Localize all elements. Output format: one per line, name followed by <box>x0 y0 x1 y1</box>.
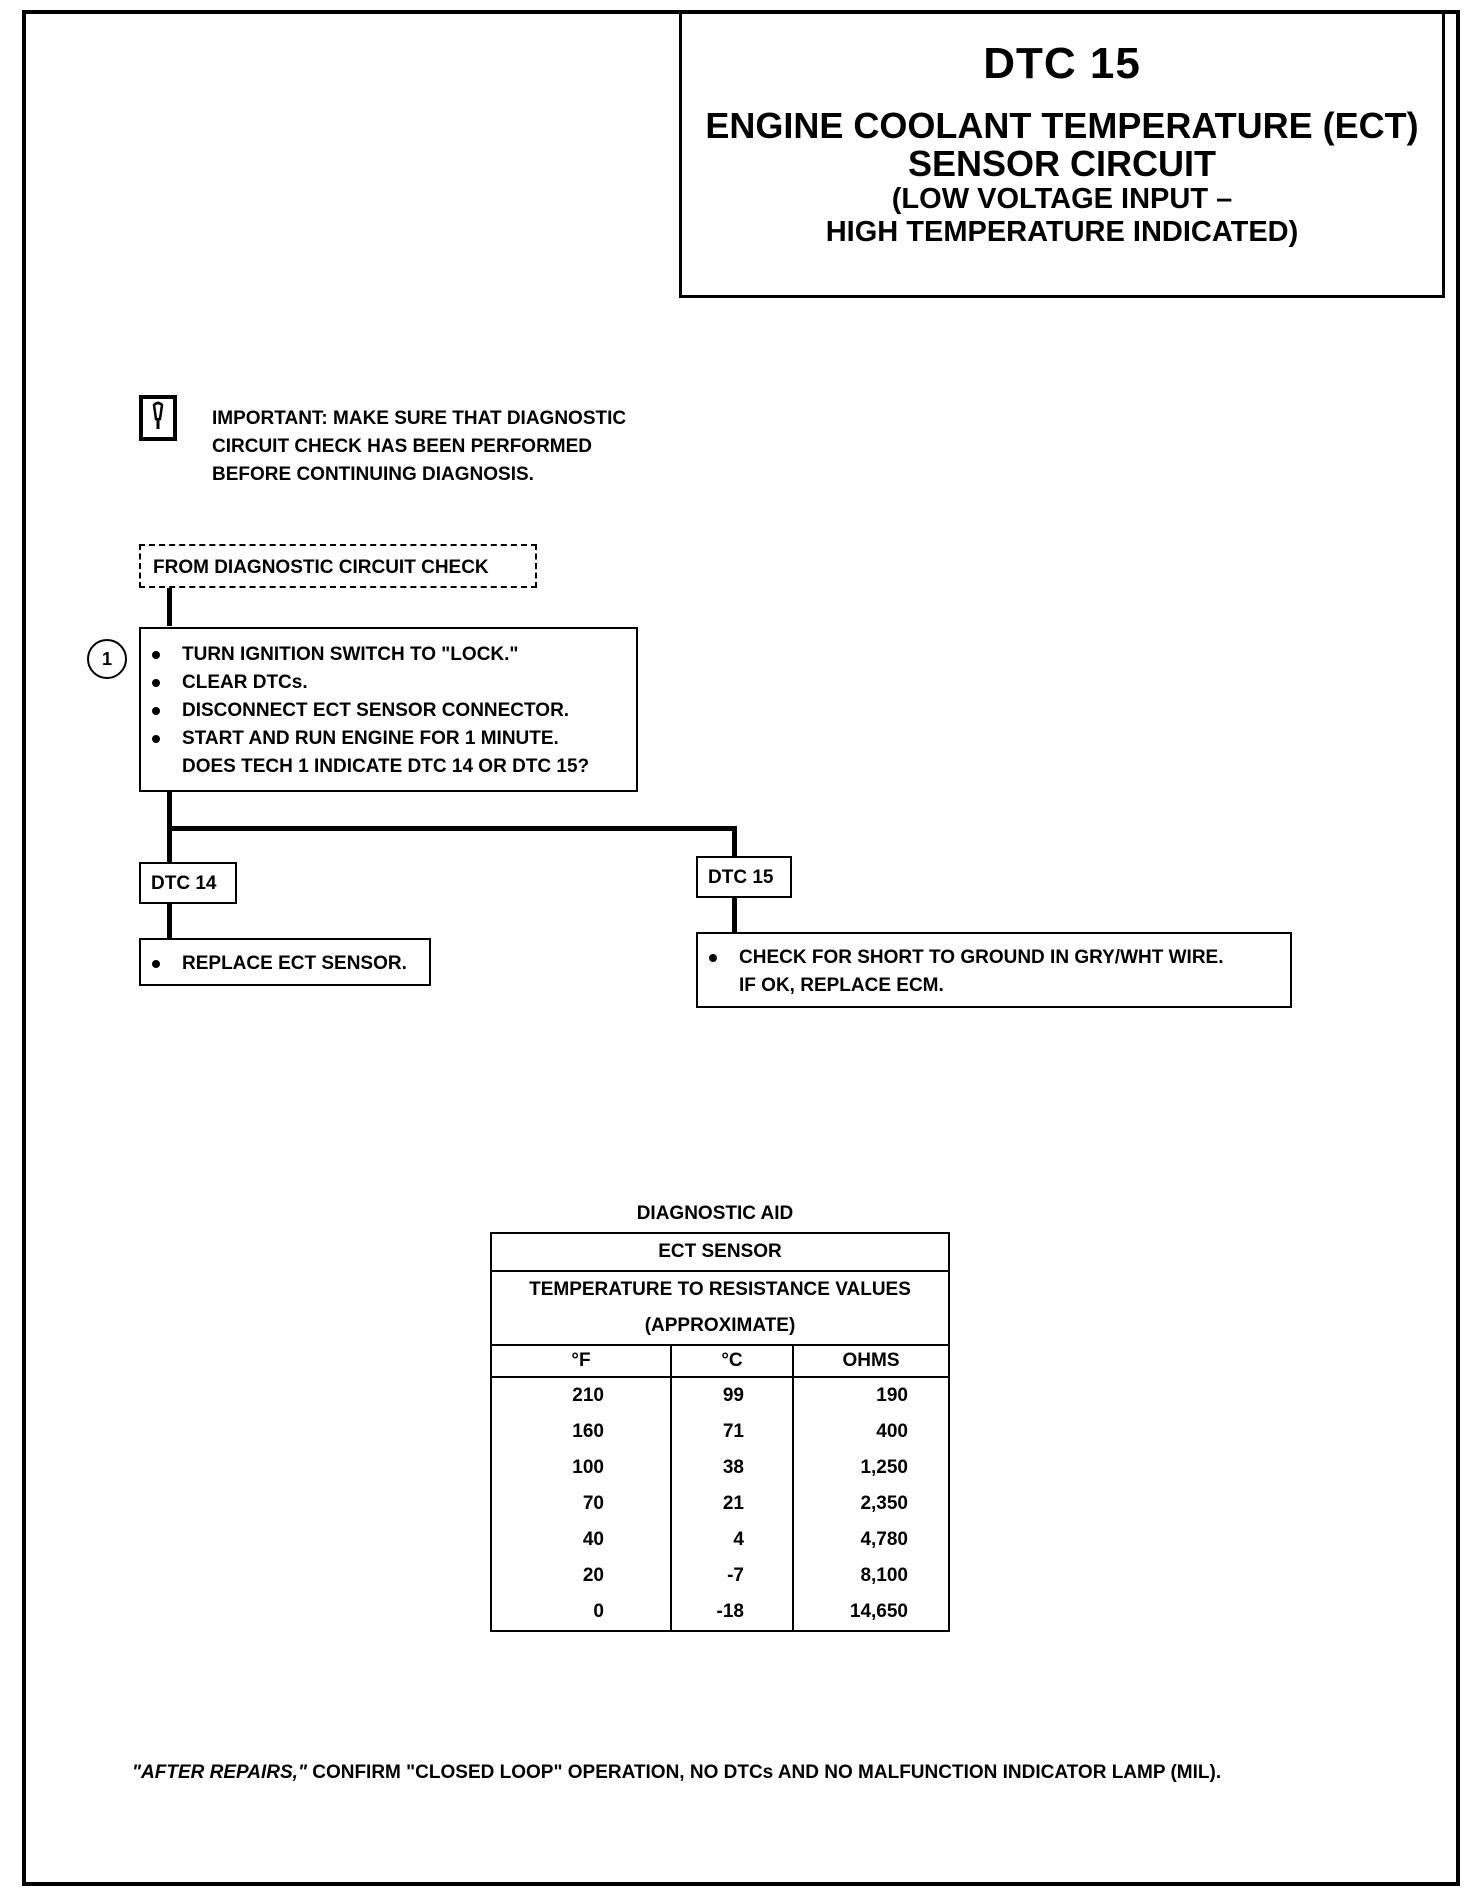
right-action-item-2: IF OK, REPLACE ECM. <box>739 975 944 996</box>
important-line-1: IMPORTANT: MAKE SURE THAT DIAGNOSTIC <box>212 408 627 429</box>
step1-question: DOES TECH 1 INDICATE DTC 14 OR DTC 15? <box>182 756 590 777</box>
title-box <box>679 10 1445 298</box>
connector-right-action <box>732 896 737 932</box>
important-line-3: BEFORE CONTINUING DIAGNOSIS. <box>212 464 534 485</box>
title-line-4: HIGH TEMPERATURE INDICATED) <box>825 216 1299 248</box>
bullet-icon <box>152 707 160 715</box>
bullet-icon <box>709 954 717 962</box>
table-row: 100 38 1,250 <box>491 1450 949 1486</box>
right-action-box <box>696 932 1292 1008</box>
left-action-box <box>139 938 431 986</box>
table-row: 20 -7 8,100 <box>491 1558 949 1594</box>
start-label: FROM DIAGNOSTIC CIRCUIT CHECK <box>153 557 489 578</box>
step1-item: CLEAR DTCs. <box>141 669 636 697</box>
important-line-2: CIRCUIT CHECK HAS BEEN PERFORMED <box>212 436 593 457</box>
table-row: 160 71 400 <box>491 1414 949 1450</box>
dtc14-label: DTC 14 <box>151 873 217 894</box>
after-repairs-text: CONFIRM "CLOSED LOOP" OPERATION, NO DTCs AND NO MALFUNCTION INDICATOR LAMP (MIL). <box>306 1762 1222 1783</box>
step-number: 1 <box>87 639 127 679</box>
table-row: 210 99 190 <box>491 1377 949 1414</box>
after-repairs-note <box>132 1762 1432 1784</box>
bullet-icon <box>152 679 160 687</box>
connector-horizontal <box>167 826 737 831</box>
bullet-icon <box>152 651 160 659</box>
left-action-item: REPLACE ECT SENSOR. <box>141 950 429 978</box>
step1-box <box>139 627 638 792</box>
step1-item: DISCONNECT ECT SENSOR CONNECTOR. <box>141 697 636 725</box>
bullet-icon <box>152 960 160 968</box>
title-line-2: SENSOR CIRCUIT <box>907 143 1217 184</box>
table-row: 70 21 2,350 <box>491 1486 949 1522</box>
col-celsius: °C <box>671 1345 793 1377</box>
ect-resistance-table <box>490 1232 950 1632</box>
diagnostic-aid-title: DIAGNOSTIC AID <box>636 1203 794 1224</box>
col-fahrenheit: °F <box>491 1345 671 1377</box>
col-ohms: OHMS <box>793 1345 949 1377</box>
title-line-1: ENGINE COOLANT TEMPERATURE (ECT) <box>705 105 1419 146</box>
aid-header-1: ECT SENSOR <box>491 1233 949 1271</box>
dtc15-label: DTC 15 <box>708 867 774 888</box>
aid-header-2: TEMPERATURE TO RESISTANCE VALUES <box>491 1271 949 1308</box>
bullet-icon <box>152 735 160 743</box>
title-line-3: (LOW VOLTAGE INPUT – <box>891 183 1233 215</box>
step1-item: TURN IGNITION SWITCH TO "LOCK." <box>141 641 636 669</box>
start-box <box>139 544 537 588</box>
connector-right-drop <box>732 826 737 856</box>
connector-left-action <box>167 902 172 938</box>
dtc15-box <box>696 856 792 898</box>
table-row: 0 -18 14,650 <box>491 1594 949 1631</box>
connector-start-step1 <box>167 586 172 626</box>
right-action-item: CHECK FOR SHORT TO GROUND IN GRY/WHT WIRE. <box>698 944 1290 972</box>
important-note <box>212 405 712 489</box>
aid-header-3: (APPROXIMATE) <box>491 1308 949 1345</box>
important-icon <box>139 395 177 441</box>
step1-item: START AND RUN ENGINE FOR 1 MINUTE. <box>141 725 636 753</box>
after-repairs-lead: "AFTER REPAIRS," <box>132 1762 307 1783</box>
dtc-title: DTC 15 <box>983 39 1141 88</box>
table-row: 40 4 4,780 <box>491 1522 949 1558</box>
dtc14-box <box>139 862 237 904</box>
